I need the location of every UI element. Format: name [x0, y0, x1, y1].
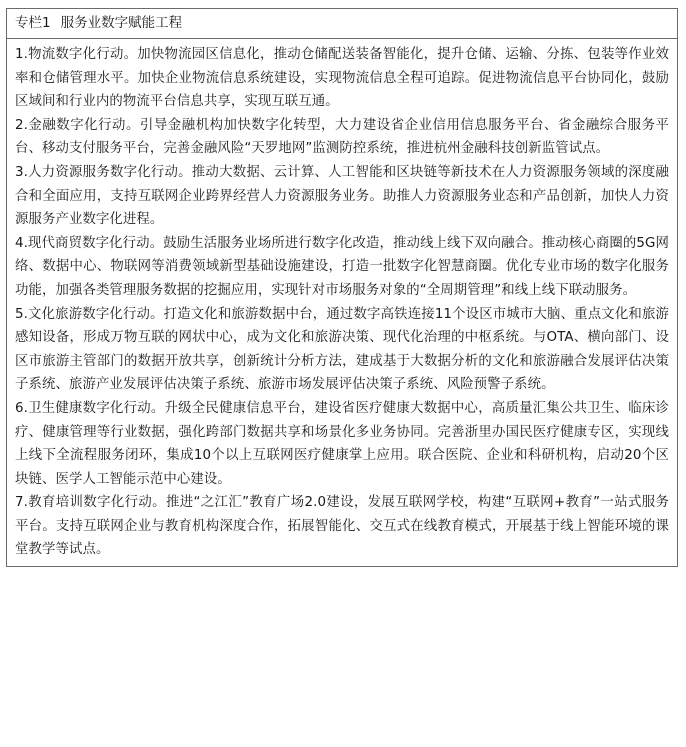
item-culture-tourism: 5.文化旅游数字化行动。打造文化和旅游数据中台，通过数字高铁连接11个设区市城市大脑、重点文化和旅游感知设备，形成万物互联的网状中心，成为文化和旅游决策、现代化治理的中枢系统。与OTA、横向部门、设区市旅游主管部门的数据开放共享，创新统计分析方法，建成基于大数据分析的文化和旅游融合发展评估决策子系统、旅游产业发展评估决策子系统、旅游市场发展评估决策子系统、风险预警子系统。 [15, 306, 669, 393]
box-title: 服务业数字赋能工程 [60, 15, 183, 31]
item-education: 7.教育培训数字化行动。推进“之江汇”教育广场2.0建设，发展互联网学校，构建“互联网+教育”一站式服务平台。支持互联网企业与教育机构深度合作，拓展智能化、交互式在线教育模式，开展基于线上智能环境的课堂教学等试点。 [15, 495, 669, 558]
box-title-row [7, 9, 677, 39]
column-box [6, 8, 678, 567]
item-health: 6.卫生健康数字化行动。升级全民健康信息平台，建设省医疗健康大数据中心，高质量汇集公共卫生、临床诊疗、健康管理等行业数据，强化跨部门数据共享和场景化多业务协同。完善浙里办国民医疗健康专区，实现线上线下全流程服务闭环，集成10个以上互联网医疗健康掌上应用。联合医院、企业和科研机构，启动20个区块链、医学人工智能示范中心建设。 [15, 400, 669, 487]
item-finance: 2.金融数字化行动。引导金融机构加快数字化转型，大力建设省企业信用信息服务平台、省金融综合服务平台、移动支付服务平台，完善金融风险“天罗地网”监测防控系统，推进杭州金融科技创新监管试点。 [15, 117, 669, 157]
item-commerce: 4.现代商贸数字化行动。鼓励生活服务业场所进行数字化改造，推动线上线下双向融合。推动核心商圈的5G网络、数据中心、物联网等消费领域新型基础设施建设，打造一批数字化智慧商圈。优化专业市场的数字化服务功能，加强各类管理服务数据的挖掘应用，实现针对市场服务对象的“全周期管理”和线上线下联动服务。 [15, 235, 669, 298]
box-label: 专栏1 [15, 15, 51, 31]
item-human-resources: 3.人力资源服务数字化行动。推动大数据、云计算、人工智能和区块链等新技术在人力资源服务领域的深度融合和全面应用，支持互联网企业跨界经营人力资源服务业务。助推人力资源服务业态和产品创新，加快人力资源服务产业数字化进程。 [15, 164, 669, 228]
item-logistics: 1.物流数字化行动。加快物流园区信息化，推动仓储配送装备智能化，提升仓储、运输、分拣、包装等作业效率和仓储管理水平。加快企业物流信息系统建设，实现物流信息全程可追踪。促进物流信息平台协同化，鼓励区域间和行业内的物流平台信息共享，实现互联互通。 [15, 47, 669, 110]
box-body [7, 39, 677, 566]
